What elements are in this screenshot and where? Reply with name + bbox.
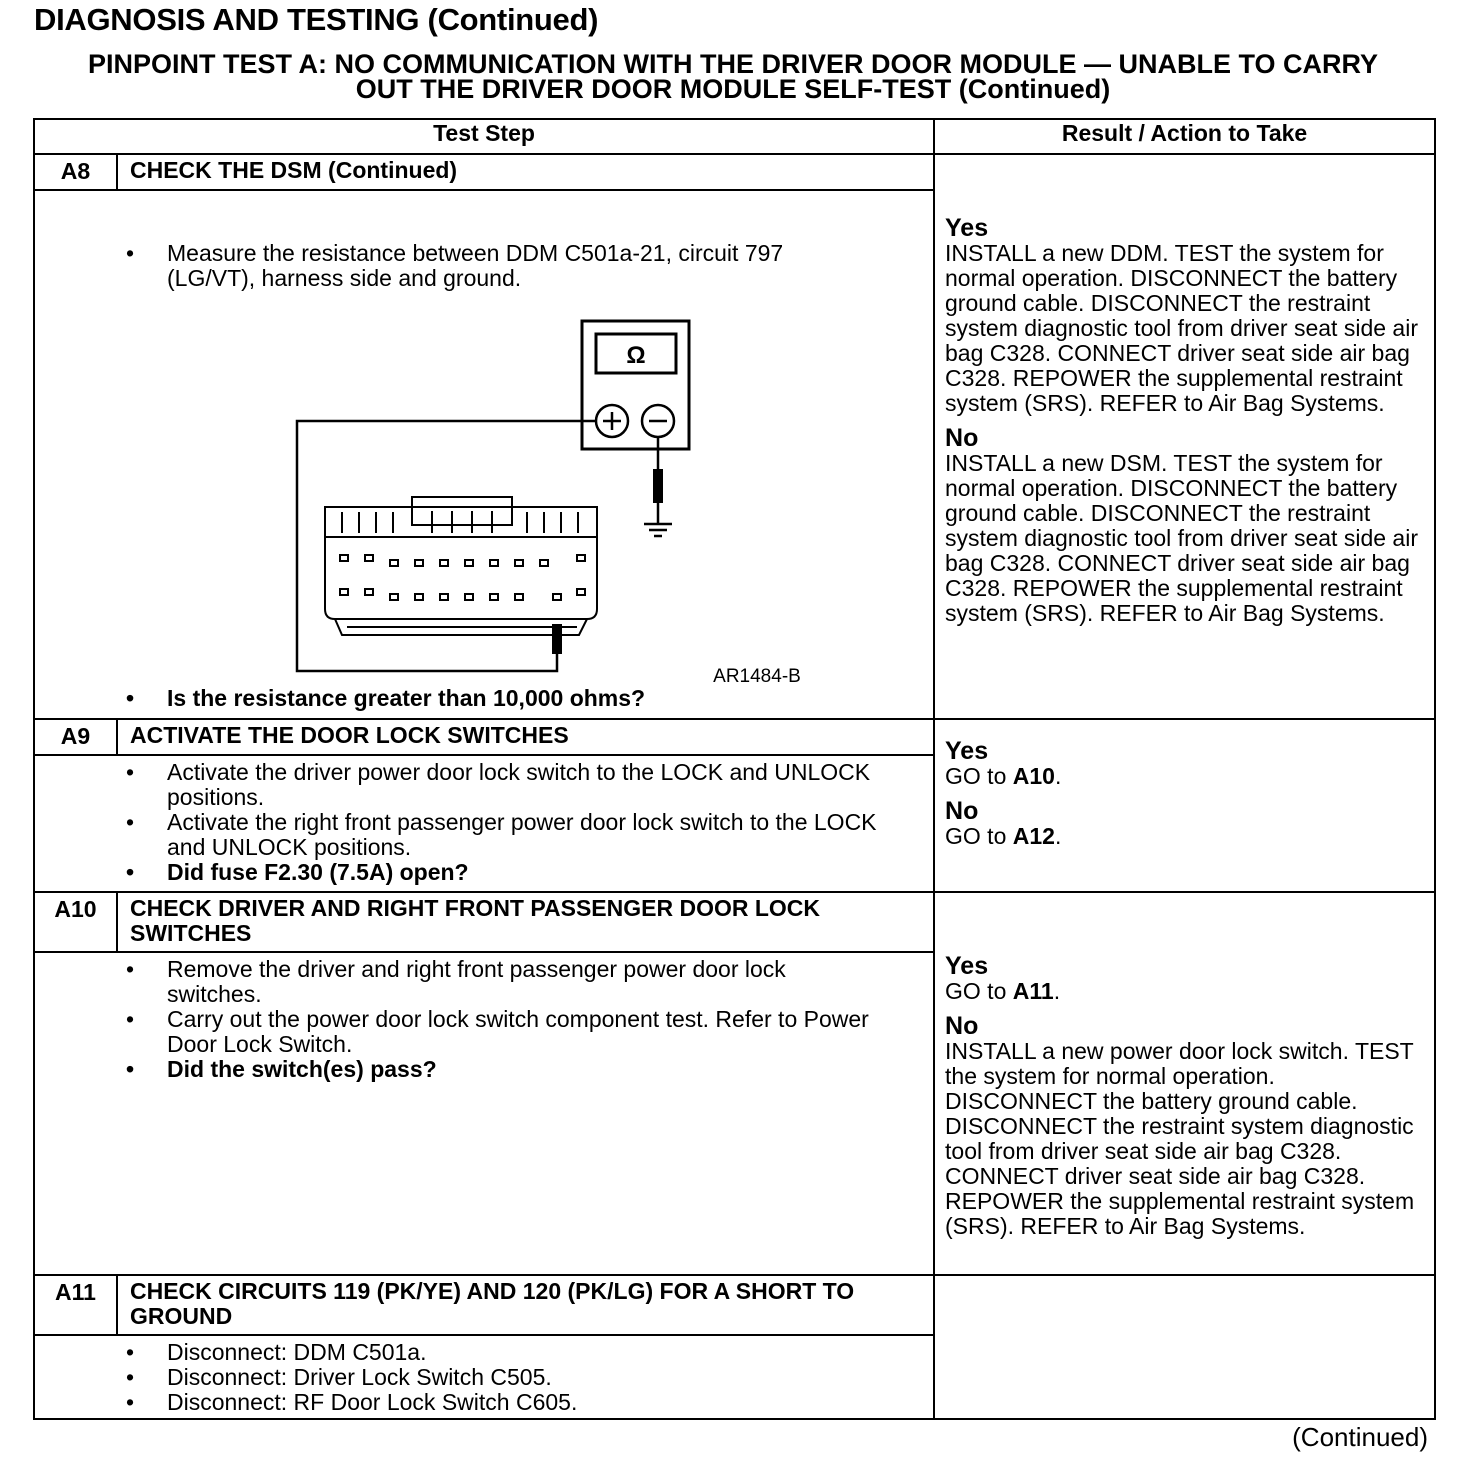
step-a10-header-row bbox=[34, 892, 1435, 952]
ohmmeter-icon bbox=[582, 321, 689, 449]
step-a11-result bbox=[934, 1275, 1435, 1419]
step-a11-body bbox=[117, 1335, 934, 1419]
step-bullet: • Disconnect: RF Door Lock Switch C605. bbox=[117, 1390, 877, 1415]
result-yes-label: Yes bbox=[945, 737, 989, 765]
step-a9-header-row bbox=[34, 719, 1435, 755]
step-bullet: • Activate the right front passenger power door lock switch to the LOCK and UNLOCK positions. bbox=[117, 810, 877, 860]
step-a10-result bbox=[934, 892, 1435, 1275]
result-yes-action: GO to A11. bbox=[945, 978, 1061, 1004]
pinpoint-test-title bbox=[34, 49, 1432, 104]
result-no-action: INSTALL a new power door lock switch. TEST the system for normal operation. DISCONNECT the battery ground cable. DISCONNECT the restraint system diagnostic tool from driver seat side air bag C328. CONNECT driver seat side air bag C328. REPOWER the supplemental restraint system (SRS). REFER to Air Bag Systems. bbox=[945, 1038, 1415, 1239]
step-bullet: • Measure the resistance between DDM C501a-21, circuit 797 (LG/VT), harness side and ground. bbox=[117, 241, 857, 291]
step-bullet: • Remove the driver and right front passenger power door lock switches. bbox=[117, 957, 877, 1007]
step-question: • Did fuse F2.30 (7.5A) open? bbox=[117, 860, 877, 885]
figure-label: AR1484-B bbox=[713, 666, 801, 687]
result-no-label: No bbox=[945, 797, 979, 825]
step-number: A9 bbox=[34, 719, 117, 755]
step-number: A10 bbox=[34, 892, 117, 952]
result-yes-action: GO to A10. bbox=[945, 763, 1062, 789]
result-yes-label: Yes bbox=[945, 214, 989, 242]
step-a8-header-row bbox=[34, 154, 1435, 190]
table-header-row bbox=[34, 119, 1435, 154]
result-no-label: No bbox=[945, 424, 979, 452]
step-bullet: • Carry out the power door lock switch component test. Refer to Power Door Lock Switch. bbox=[117, 1007, 877, 1057]
result-no-label: No bbox=[945, 1012, 979, 1040]
subtitle-line-2: OUT THE DRIVER DOOR MODULE SELF-TEST (Continued) bbox=[355, 74, 1111, 104]
step-bullet: • Disconnect: Driver Lock Switch C505. bbox=[117, 1365, 877, 1390]
header-test-step: Test Step bbox=[34, 119, 934, 154]
resistance-test-diagram bbox=[207, 319, 827, 719]
continued-note: (Continued) bbox=[1292, 1422, 1428, 1452]
result-no-action: GO to A12. bbox=[945, 823, 1062, 849]
step-title: ACTIVATE THE DOOR LOCK SWITCHES bbox=[117, 719, 934, 755]
step-a10-body bbox=[117, 952, 934, 1275]
header-result-action: Result / Action to Take bbox=[934, 119, 1435, 154]
step-question: • Is the resistance greater than 10,000 ohms? bbox=[117, 686, 917, 711]
step-number: A8 bbox=[34, 154, 117, 190]
step-a9-body bbox=[117, 755, 934, 892]
step-a8-body bbox=[117, 190, 934, 719]
step-a9-result bbox=[934, 719, 1435, 892]
step-number: A11 bbox=[34, 1275, 117, 1335]
step-a11-header-row bbox=[34, 1275, 1435, 1335]
result-yes-label: Yes bbox=[945, 952, 989, 980]
connector-c501a-icon bbox=[325, 497, 597, 635]
step-bullet: • Disconnect: DDM C501a. bbox=[117, 1340, 877, 1365]
step-title: CHECK DRIVER AND RIGHT FRONT PASSENGER DOOR LOCK SWITCHES bbox=[117, 892, 934, 952]
step-title: CHECK CIRCUITS 119 (PK/YE) AND 120 (PK/LG) FOR A SHORT TO GROUND bbox=[117, 1275, 934, 1335]
ohm-symbol: Ω bbox=[626, 342, 646, 369]
step-question: • Did the switch(es) pass? bbox=[117, 1057, 877, 1082]
result-yes-action: INSTALL a new DDM. TEST the system for normal operation. DISCONNECT the battery ground cable. DISCONNECT the restraint system diagnostic tool from driver seat side air bag C328. CONNECT driver seat side air bag C328. REPOWER the supplemental restraint system (SRS). REFER to Air Bag Systems. bbox=[945, 240, 1418, 416]
result-no-action: INSTALL a new DSM. TEST the system for normal operation. DISCONNECT the battery ground cable. DISCONNECT the restraint system diagnostic tool from driver seat side air bag C328. CONNECT driver seat side air bag C328. REPOWER the supplemental restraint system (SRS). REFER to Air Bag Systems. bbox=[945, 450, 1418, 626]
pinpoint-test-table bbox=[33, 118, 1436, 1420]
page-title: DIAGNOSIS AND TESTING (Continued) bbox=[34, 2, 599, 37]
step-title: CHECK THE DSM (Continued) bbox=[117, 154, 934, 190]
step-bullet: • Activate the driver power door lock switch to the LOCK and UNLOCK positions. bbox=[117, 760, 877, 810]
subtitle-line-1: PINPOINT TEST A: NO COMMUNICATION WITH THE DRIVER DOOR MODULE — UNABLE TO CARRY bbox=[88, 49, 1378, 79]
ground-icon bbox=[644, 524, 672, 536]
step-a8-result bbox=[934, 154, 1435, 719]
